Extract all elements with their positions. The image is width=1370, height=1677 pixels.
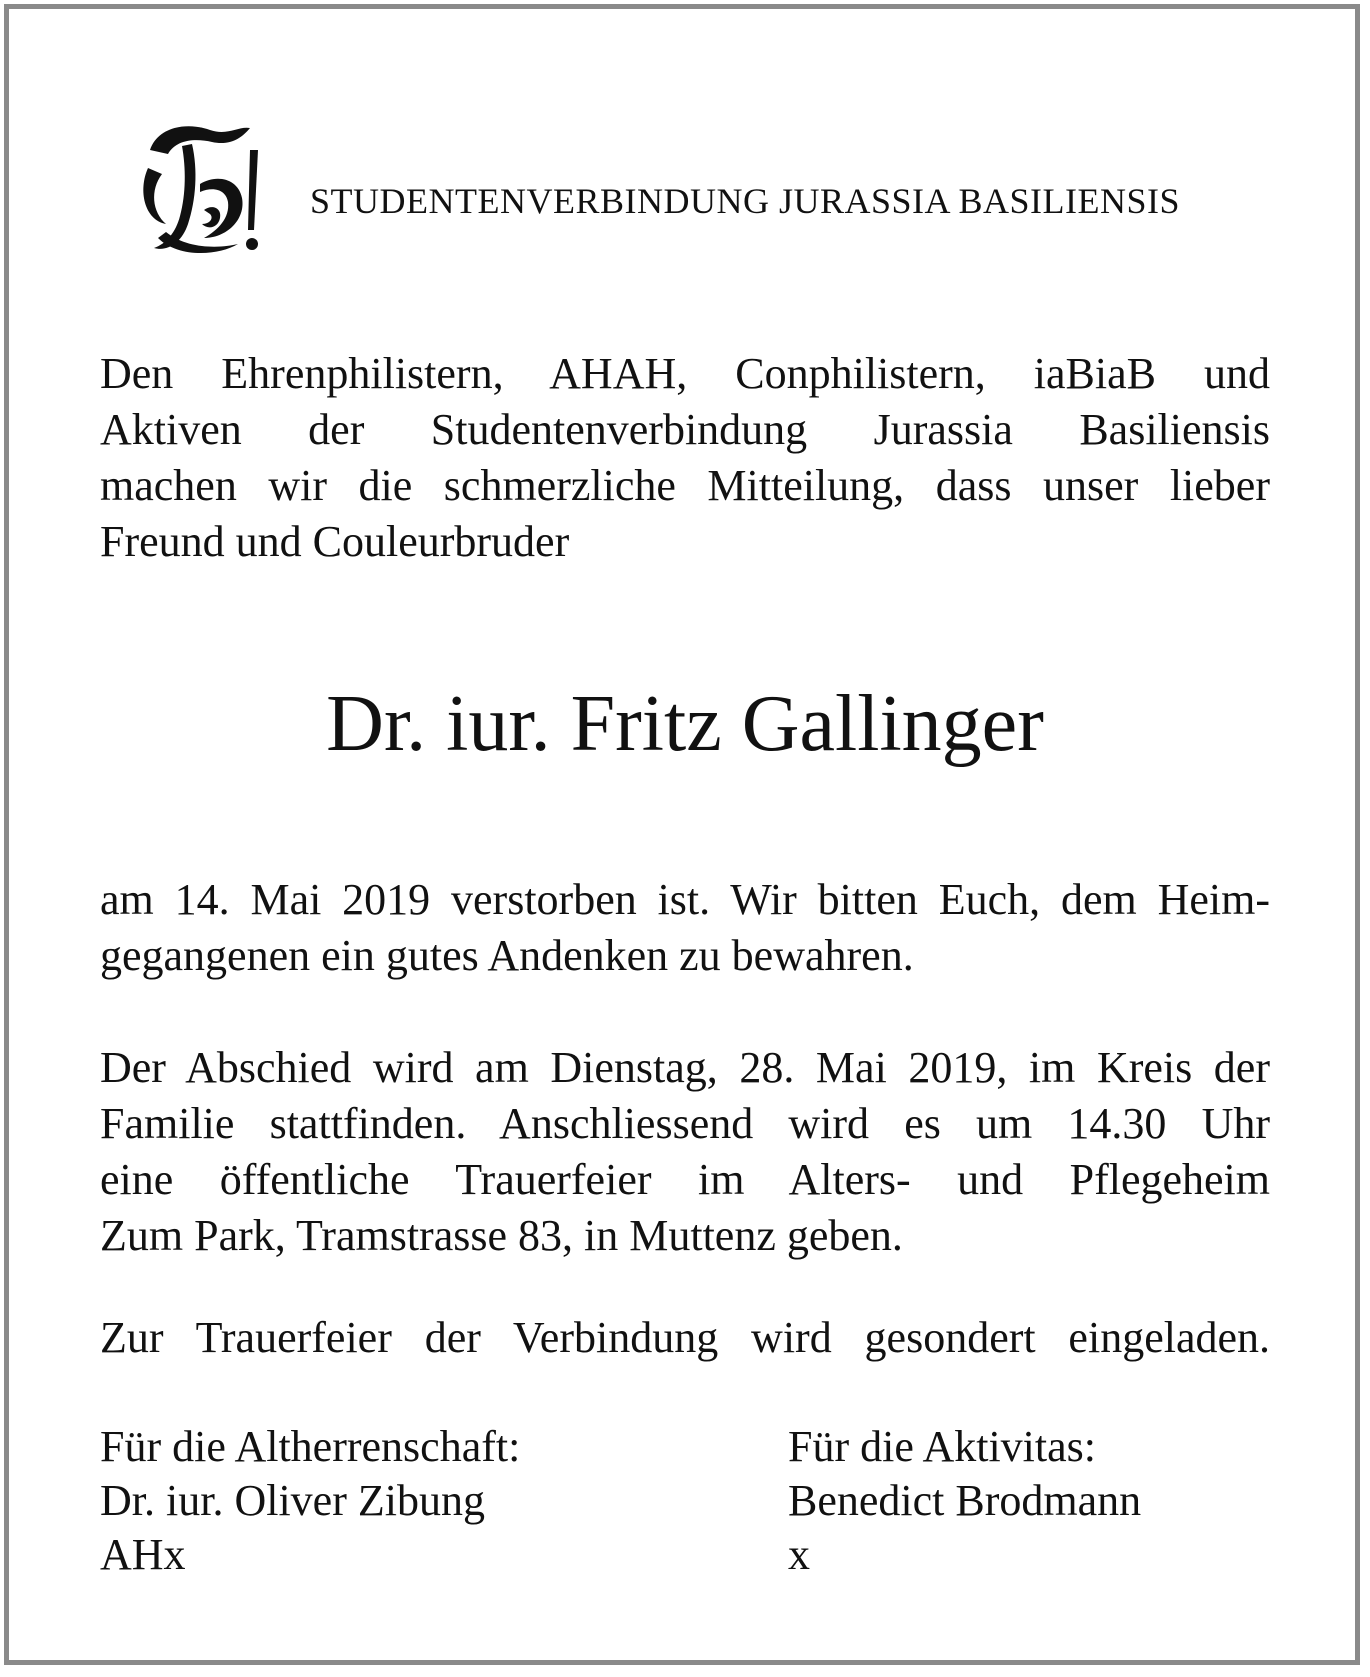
invitation-line: Zur Trauerfeier der Verbindung wird gesondert eingeladen.: [100, 1313, 1270, 1362]
signature-name: Benedict Brodmann: [788, 1476, 1142, 1525]
farewell-line: Der Abschied wird am Dienstag, 28. Mai 2019, im Kreis der: [100, 1043, 1270, 1092]
signature-title: x: [788, 1530, 810, 1579]
intro-line: Aktiven der Studentenverbindung Jurassia Basiliensis: [100, 405, 1270, 454]
signature-block-altherrenschaft: [100, 1420, 520, 1582]
death-notice-line: gegangenen ein gutes Andenken zu bewahren.: [100, 931, 914, 980]
signature-title: AHx: [100, 1530, 186, 1579]
deceased-name: Dr. iur. Fritz Gallinger: [326, 680, 1044, 768]
farewell-line: eine öffentliche Trauerfeier im Alters- und Pflegeheim: [100, 1155, 1270, 1204]
fraternity-monogram-icon: [138, 120, 270, 260]
signature-label: Für die Aktivitas:: [788, 1422, 1096, 1471]
farewell-paragraph: [100, 1040, 1270, 1264]
signature-name: Dr. iur. Oliver Zibung: [100, 1476, 485, 1525]
farewell-line: Zum Park, Tramstrasse 83, in Muttenz geben.: [100, 1211, 903, 1260]
signature-label: Für die Altherrenschaft:: [100, 1422, 521, 1471]
organization-name: STUDENTENVERBINDUNG JURASSIA BASILIENSIS: [310, 181, 1181, 221]
signature-block-aktivitas: [788, 1420, 1141, 1582]
intro-line: Den Ehrenphilistern, AHAH, Conphilistern, iaBiaB und: [100, 349, 1270, 398]
invitation-paragraph: [100, 1310, 1270, 1366]
farewell-line: Familie stattfinden. Anschliessend wird es um 14.30 Uhr: [100, 1099, 1270, 1148]
intro-line: Freund und Couleurbruder: [100, 517, 570, 566]
death-notice-paragraph: [100, 872, 1270, 984]
intro-paragraph: [100, 346, 1270, 570]
death-notice-line: am 14. Mai 2019 verstorben ist. Wir bitten Euch, dem Heim-: [100, 875, 1270, 924]
intro-line: machen wir die schmerzliche Mitteilung, dass unser lieber: [100, 461, 1270, 510]
